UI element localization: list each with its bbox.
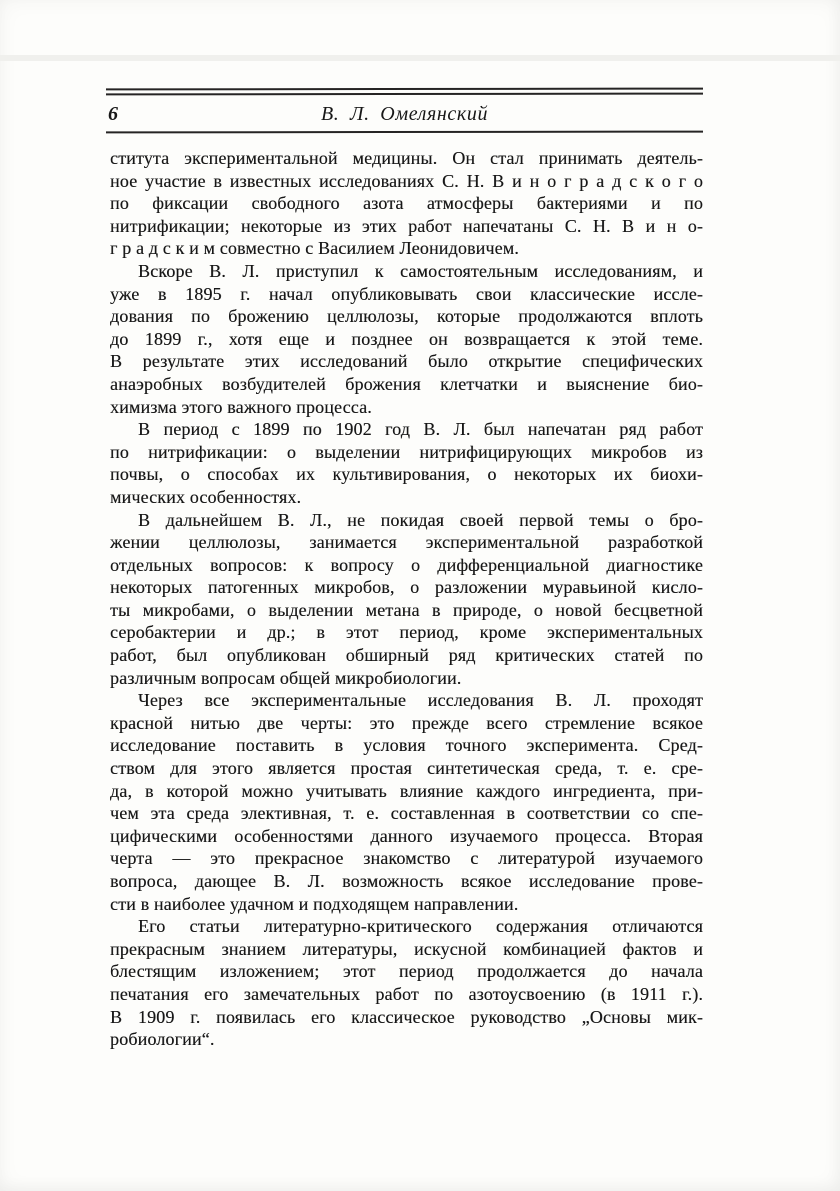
text-line: красной нитью две черты: это прежде всего стремление всякое — [110, 712, 703, 733]
text-line: Его статьи литературно-критического содержания отличаются — [138, 916, 703, 937]
scan-artifact-band — [0, 55, 840, 61]
header-rule-bottom — [106, 130, 703, 133]
page-number: 6 — [108, 103, 119, 125]
text-line: печатания его замечательных работ по азотоусвоению (в 1911 г.). — [110, 983, 703, 1004]
text-line: ством для этого является простая синтетическая среда, т. е. сре- — [110, 758, 703, 779]
text-line: серобактерии и др.; в этот период, кроме экспериментальных — [110, 622, 703, 643]
text-line: работ, был опубликован обширный ряд критических статей по — [110, 645, 703, 666]
text-line: некоторых патогенных микробов, о разложении муравьиной кисло- — [110, 577, 703, 598]
text-line: исследование поставить в условия точного эксперимента. Сред- — [110, 735, 703, 756]
text-line: блестящим изложением; этот период продолжается до начала — [110, 961, 703, 982]
paragraph — [110, 689, 703, 915]
text-line: В 1909 г. появилась его классическое руководство „Основы мик- — [110, 1006, 703, 1027]
paragraph — [110, 260, 703, 418]
text-line: ты микробами, о выделении метана в природе, о новой бесцветной — [110, 599, 703, 620]
text-line: В результате этих исследований было открытие специфических — [110, 351, 703, 372]
text-line: прекрасным знанием литературы, искусной комбинацией фактов и — [110, 938, 703, 959]
running-title: В. Л. Омелянский — [320, 103, 489, 125]
text-line: сти в наиболее удачном и подходящем направлении. — [110, 893, 519, 914]
text-line: да, в которой можно учитывать влияние каждого ингредиента, при- — [110, 780, 703, 801]
paragraph — [110, 418, 703, 508]
text-line: мических особенностях. — [110, 486, 302, 507]
paragraph — [110, 915, 703, 1051]
text-line: ное участие в известных исследованиях С. Н. В и н о г р а д с к о г о — [110, 170, 703, 191]
text-line: химизма этого важного процесса. — [110, 396, 372, 417]
paragraph — [110, 509, 703, 690]
header-rule-top-thick — [106, 92, 703, 95]
text-line: Вскоре В. Л. приступил к самостоятельным исследованиям, и — [138, 260, 703, 281]
text-line: жении целлюлозы, занимается экспериментальной разработкой — [110, 532, 703, 553]
text-line: по нитрификации: о выделении нитрифицирующих микробов из — [110, 441, 703, 462]
text-line: В дальнейшем В. Л., не покидая своей первой темы о бро- — [138, 509, 703, 530]
text-line: по фиксации свободного азота атмосферы бактериями и по — [110, 193, 703, 214]
text-line: различным вопросам общей микробиологии. — [110, 667, 462, 688]
text-line: вопроса, дающее В. Л. возможность всякое исследование прове- — [110, 871, 703, 891]
text-line: ститута экспериментальной медицины. Он стал принимать деятель- — [110, 148, 703, 168]
header-rule-top-thin — [106, 88, 703, 90]
text-line: анаэробных возбудителей брожения клетчатки и выяснение био- — [110, 373, 703, 394]
text-line: г р а д с к и м совместно с Василием Леонидовичем. — [110, 238, 519, 259]
text-line: до 1899 г., хотя еще и позднее он возвращается к этой теме. — [110, 328, 703, 349]
text-line: чем эта среда элективная, т. е. составленная в соответствии со спе- — [110, 803, 703, 824]
text-line: отдельных вопросов: к вопросу о дифференциальной диагностике — [110, 554, 703, 575]
text-line: цифическими особенностями данного изучаемого процесса. Вторая — [110, 825, 703, 846]
text-line: В период с 1899 по 1902 год В. Л. был напечатан ряд работ — [138, 419, 703, 440]
text-line: уже в 1895 г. начал опубликовывать свои классические иссле- — [110, 283, 703, 304]
text-line: нитрификации; некоторые из этих работ напечатаны С. Н. В и н о- — [110, 215, 703, 236]
text-line: робиологии“. — [110, 1029, 215, 1050]
text-line: Через все экспериментальные исследования В. Л. проходят — [138, 690, 703, 711]
text-line: черта — это прекрасное знакомство с литературой изучаемого — [110, 848, 703, 869]
body-text — [110, 147, 703, 1051]
text-line: дования по брожению целлюлозы, которые продолжаются вплоть — [110, 306, 703, 327]
text-line: почвы, о способах их культивирования, о некоторых их биохи- — [110, 464, 703, 485]
paragraph — [110, 147, 703, 260]
